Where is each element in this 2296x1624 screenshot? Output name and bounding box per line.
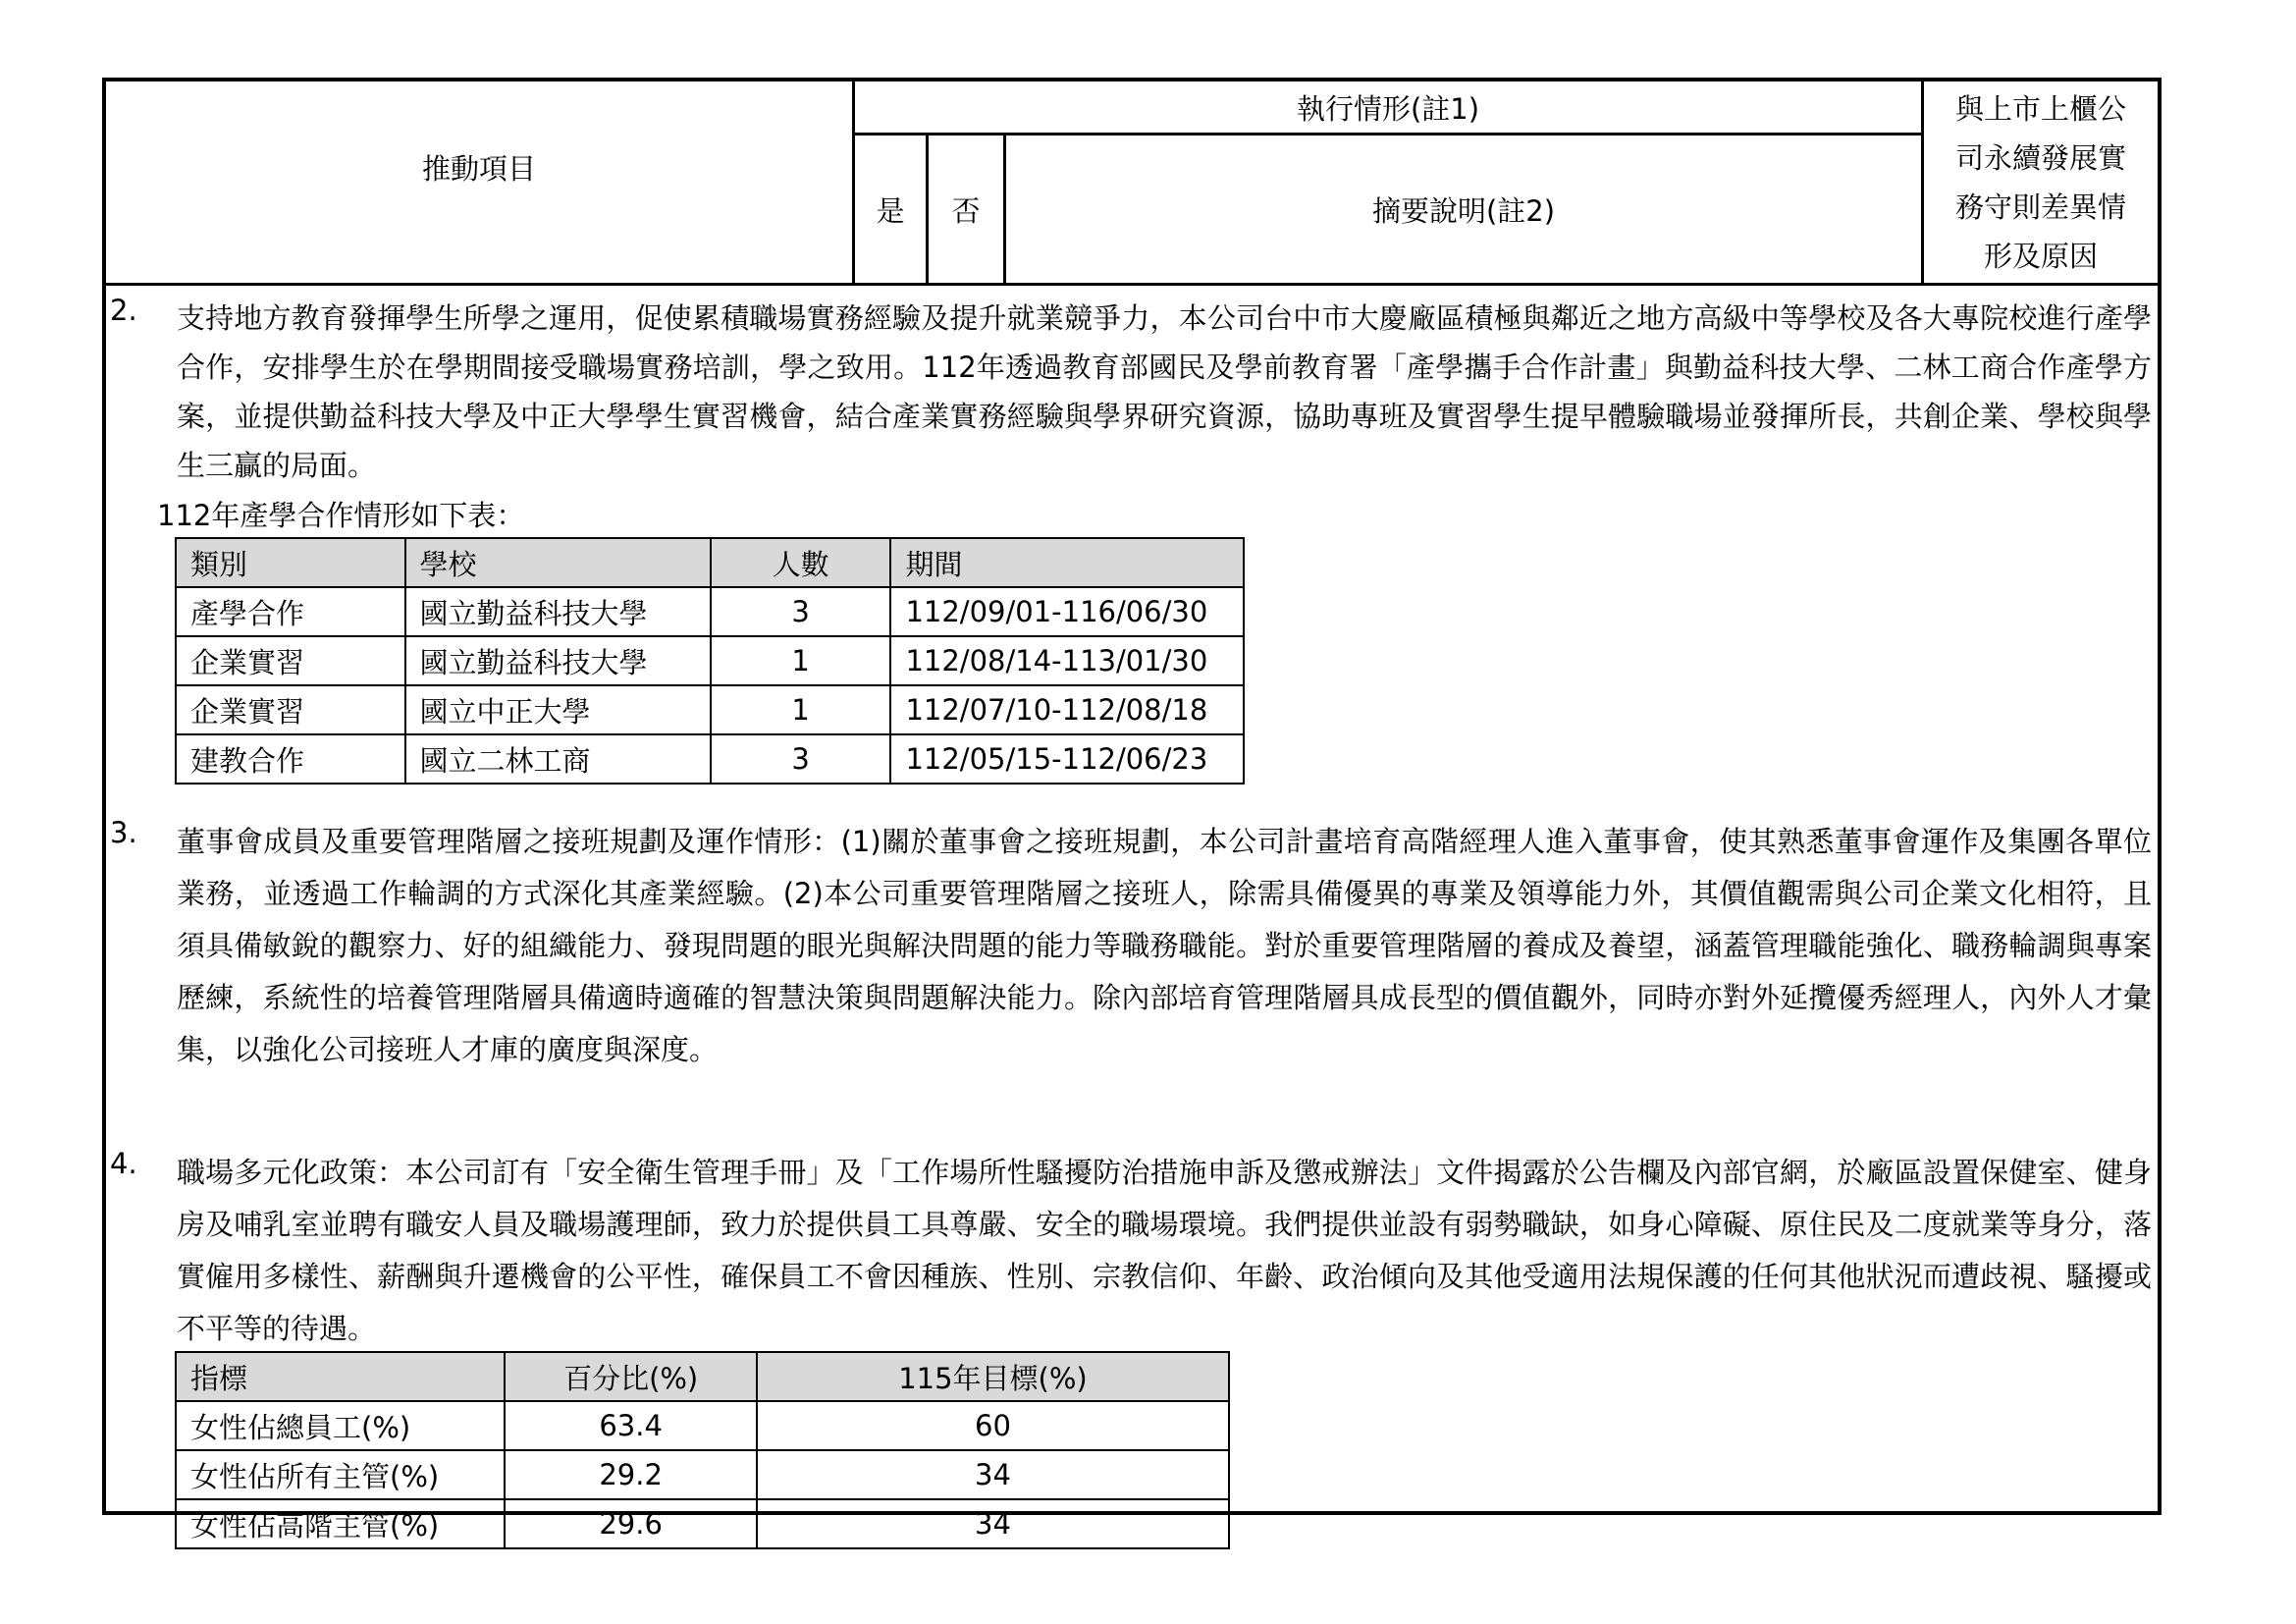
header-yes: 是 (876, 193, 905, 228)
col-count: 人數 (711, 538, 891, 587)
table-header (106, 81, 2158, 286)
header-difference-line: 形及原因 (1983, 239, 2098, 273)
cell-school: 國立中正大學 (405, 685, 711, 734)
header-difference-line: 司永續發展實 (1954, 140, 2126, 175)
cell-count: 3 (711, 587, 891, 636)
cell-indicator: 女性佔總員工(%) (176, 1401, 505, 1450)
coop-caption: 112年產學合作情形如下表： (157, 499, 525, 532)
header-item-column: 推動項目 (421, 152, 536, 186)
col-target: 115年目標(%) (757, 1352, 1229, 1401)
col-category: 類別 (176, 538, 405, 587)
cell-period: 112/07/10-112/08/18 (890, 685, 1244, 734)
cell-percentage: 29.2 (505, 1450, 757, 1499)
cell-percentage: 29.6 (505, 1499, 757, 1548)
col-percentage: 百分比(%) (505, 1352, 757, 1401)
item-text: 支持地方教育發揮學生所學之運用，促使累積職場實務經驗及提升就業競爭力，本公司台中市大慶廠區積極與鄰近之地方高級中等學校及各大專院校進行產學合作，安排學生於在學期間接受職場實務培訓，學之致用。112年透過教育部國民及學前教育署「產學攜手合作計畫」與勤益科技大學、二林工商合作產學方案，並提供勤益科技大學及中正大學學生實習機會，結合產業實務經驗與學界研究資源，協助專班及實習學生提早體驗職場並發揮所長，共創企業、學校與學生三贏的局面。 (177, 301, 2152, 482)
table-row (176, 636, 1244, 685)
header-difference-line: 務守則差異情 (1954, 189, 2126, 224)
cell-school: 國立勤益科技大學 (405, 636, 711, 685)
cell-count: 1 (711, 685, 891, 734)
cell-school: 國立勤益科技大學 (405, 587, 711, 636)
table-row (176, 685, 1244, 734)
cell-indicator: 女性佔高階主管(%) (176, 1499, 505, 1548)
col-indicator: 指標 (176, 1352, 505, 1401)
item-text: 董事會成員及重要管理階層之接班規劃及運作情形：(1)關於董事會之接班規劃，本公司計畫培育高階經理人進入董事會，使其熟悉董事會運作及集團各單位業務，並透過工作輪調的方式深化其產業經驗。(2)本公司重要管理階層之接班人，除需具備優異的專業及領導能力外，其價值觀需與公司企業文化相符，且須具備敏銳的觀察力、好的組織能力、發現問題的眼光與解決問題的能力等職務職能。對於重要管理階層的養成及養望，涵蓋管理職能強化、職務輪調與專案歷練，系統性的培養管理階層具備適時適確的智慧決策與問題解決能力。除內部培育管理階層具成長型的價值觀外，同時亦對外延攬優秀經理人，內外人才彙集，以強化公司接班人才庫的廣度與深度。 (177, 825, 2152, 1066)
table-row (176, 1450, 1229, 1499)
table-row (176, 1401, 1229, 1450)
cell-category: 產學合作 (176, 587, 405, 636)
diversity-table (175, 1351, 1230, 1549)
table-row (176, 1499, 1229, 1548)
item-number: 3. (110, 816, 137, 849)
cell-count: 1 (711, 636, 891, 685)
cell-percentage: 63.4 (505, 1401, 757, 1450)
cell-target: 34 (757, 1499, 1229, 1548)
cell-target: 34 (757, 1450, 1229, 1499)
header-difference (1924, 81, 2158, 283)
cell-category: 企業實習 (176, 636, 405, 685)
header-summary: 摘要說明(註2) (1371, 193, 1556, 228)
table-header-row (176, 1352, 1229, 1401)
item-number: 2. (110, 294, 137, 327)
header-difference-line: 與上市上櫃公 (1954, 91, 2126, 126)
cell-period: 112/08/14-113/01/30 (890, 636, 1244, 685)
cell-school: 國立二林工商 (405, 734, 711, 784)
table-row (176, 734, 1244, 784)
table-header-row (176, 538, 1244, 587)
cell-indicator: 女性佔所有主管(%) (176, 1450, 505, 1499)
col-school: 學校 (405, 538, 711, 587)
cell-period: 112/09/01-116/06/30 (890, 587, 1244, 636)
coop-table (175, 537, 1245, 785)
item-text: 職場多元化政策：本公司訂有「安全衛生管理手冊」及「工作場所性騷擾防治措施申訴及懲戒辦法」文件揭露於公告欄及內部官網，於廠區設置保健室、健身房及哺乳室並聘有職安人員及職場護理師，致力於提供員工具尊嚴、安全的職場環境。我們提供並設有弱勢職缺，如身心障礙、原住民及二度就業等身分，落實僱用多樣性、薪酬與升遷機會的公平性，確保員工不會因種族、性別、宗教信仰、年齡、政治傾向及其他受適用法規保護的任何其他狀況而遭歧視、騷擾或不平等的待遇。 (177, 1156, 2152, 1345)
cell-count: 3 (711, 734, 891, 784)
cell-category: 企業實習 (176, 685, 405, 734)
cell-category: 建教合作 (176, 734, 405, 784)
col-period: 期間 (890, 538, 1244, 587)
table-row (176, 587, 1244, 636)
report-frame (102, 78, 2162, 1543)
cell-period: 112/05/15-112/06/23 (890, 734, 1244, 784)
header-no: 否 (951, 193, 981, 228)
item-number: 4. (110, 1147, 137, 1180)
header-execution: 執行情形(註1) (1296, 91, 1480, 126)
cell-target: 60 (757, 1401, 1229, 1450)
